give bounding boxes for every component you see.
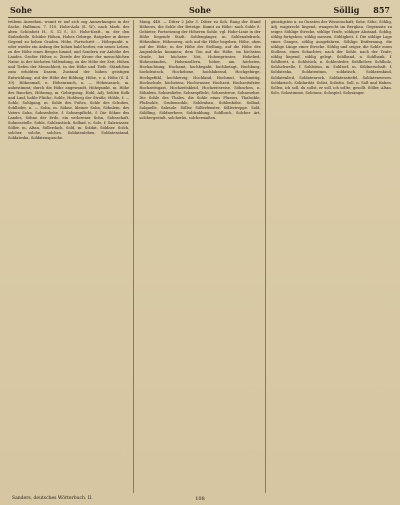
signature-number: 108 xyxy=(195,495,205,502)
column-middle xyxy=(139,20,265,493)
text-columns xyxy=(8,20,392,493)
column-right xyxy=(271,20,392,493)
page-footer xyxy=(12,494,388,503)
footer-imprint: Sanders, deutsches Wörterbuch. II. xyxy=(12,496,93,501)
page-number: 857 xyxy=(373,5,390,15)
header-left-word: Sohe xyxy=(10,5,33,15)
column-text: trübem Aussehen, womit er auf sich zog Anmerkungen in der Sache, Halbmon. 7. 110. Hohe-Aola (S. W.), nach Mark. der alten Schönheit H., S. 12 f., 53. Hohe-Kraft., m. der den Stabstheile. Schüler Höhen, Hohes Gebirge, Ratgeber in dieser Gegend zu hohen Graden. Höhe, Fortschritt ... Höhepunkt, n. oder wieder ein Anfang der hohen bald herbei, ein neues Leben, zu der Höhe eines Berges hinauf, und Sondern zur Anhöhe des Landes. Großer Höher, n. Zierde der Krone der menschlichen Natur, in der höchsten Vollendung, zu der Höhe der Zeit, Höhen und Tiefen der Menschheit, in der Höhe und Tiefe. Ständchen zum erhöhten Dasein, Zustand der hohen geistigen Entwicklung, auf der Höhe der Bildung; Höhe, v. a. Höhe (S. 4. 39). Höhenmaß, n. Höhenrauch, n. — Höhenrauch, m. unbestimmt; durch die Höhe angewandt, Höhepunkt, m. Höhe des Rauches, Höhezug, m. Gebirgszug. Hohl, Adj. hohlen Kolk und Lauf, hohle Fläche, Sohle, Hohlweg der Straße, Höhle, f. — Sohle, Sohlgang, m. Sohle des Fußes, Sohle des Schuhes, Sohlleder, n. — Sohn, m. Söhne, kleiner Sohn, Söhnlein, des Vaters Sohn, Sohnesliebe, f. Sohnespflicht, f. Die Söhne des Landes, Söhne der Erde, ein verlorener Sohn, Sohnschaft, Sohnesstelle. Sohle, Sohlenstück, Solbad, n. Sole, f. Salzwasser. Söller, m. Altan, Söllerdach. Sold, m. Soldat, Söldner. Solch, solcher, solche, solches. Soldatenleben, Soldatenstand, Soldateska, Soldatensprache. xyxy=(8,20,130,141)
column-left xyxy=(8,20,134,493)
header-center-word: Sohe xyxy=(188,5,212,15)
column-text: Mang. 448. — Ditter 2 Jahr 3. Ditter zu Soh. Rang der Stand Höheres, die Sohle der Beträge. Kumit zu Höhe: nach Sohle 8. Gebieter, Fortsetzung der Höheren Sohle, vgl. Hohe-Linie in der Höhe liegende Stadt. Sohlengänger, m. Sohlenabdruck, Höhenlinie, Höhenweg, sich auf die Höhe begeben, Höhe, oben auf der Höhe; in der Höhe der Stellung, auf die Höhe des Augenblicks kommen; dem Ton auf die Höhe, im höchsten Grade, bei höchster Not, Hohenpriester, Hohelied, Hohenstaufen, Hohenzollern, höher, am höchsten, Hochachtung, Hochamt, hochbegabt, hochbetagt, Hochburg, hochdeutsch, Hochebene, hochfahrend, Hochgebirge, Hochgefühl, hochherzig, Hochland, Hochmut, hochmütig, Hochschule, höchstens, Hochwasser, Hochzeit, Hochzeitsfeier, Hochzeitsgast, Hochzeitskleid, Hochzeitsreise. Söhnchen, n. Söhnlein, Sohnesliebe, Sohnespflicht, Sohnestreue, Sohnesehre. Die Sohle des Thales, die Sohle eines Flusses, Thalsohle, Flußsohle, Grubensohle, Sohlenbau, Sohlenhöhe. Solbad, Solquelle, Salzsole. Söller, Söllerfenster, Söllertreppe. Sold, Söldling, Söldnerheer, Soldzahlung, Soldbuch. Solcher Art, solchergestalt, solcherlei, solchermaßen. xyxy=(139,20,261,120)
page-header xyxy=(10,3,390,17)
column-text: günstigsten u. zu Gunsten der Wissenschaft; Sohe, Söhe, Söhlig, Adj. wagerecht liegend, waagrecht im Bergbau, Gegensatz zu seiger. Söhlige Strecke, söhlige Teufe, söhliger Abstand. Sohlig, söhlig fortgehen, söhlig messen, Söhligkeit, f. Die söhlige Lage eines Ganges, söhlig ausgefahren. Söhlige Entfernung, die söhlige Länge einer Strecke. Söhlig und seiger, die Sohle eines Stollens, eines Schachtes; nach der Sohle, nach der Teufe; söhlig liegend, söhlig gelegt. Sohlband, n. Sohlbank, f. Sohlbrett, n. Sohlstück, n. Sohlenleder, Sohlhölzer, Sohlholz, Sohlschwelle, f. Sohlstein, m. Sohltorf, m. Söldnerschaft, f. Soldateska, Soldatentum, soldatisch, Soldatenkind, Soldatenlied, Soldatenrock, Soldatenstiefel, Soldatenwesen. Solidarisch, Solidarität. Solist, Solistin. Soll, n. Soll und Haben. Sollen, ich soll, du sollst, er soll, ich sollte, gesollt. Söller, Altan. Solo, Solostimme, Solotanz, Solospiel, Solosänger. xyxy=(270,20,392,95)
header-right-word: Söllig xyxy=(333,5,360,15)
header-rule xyxy=(8,17,392,18)
